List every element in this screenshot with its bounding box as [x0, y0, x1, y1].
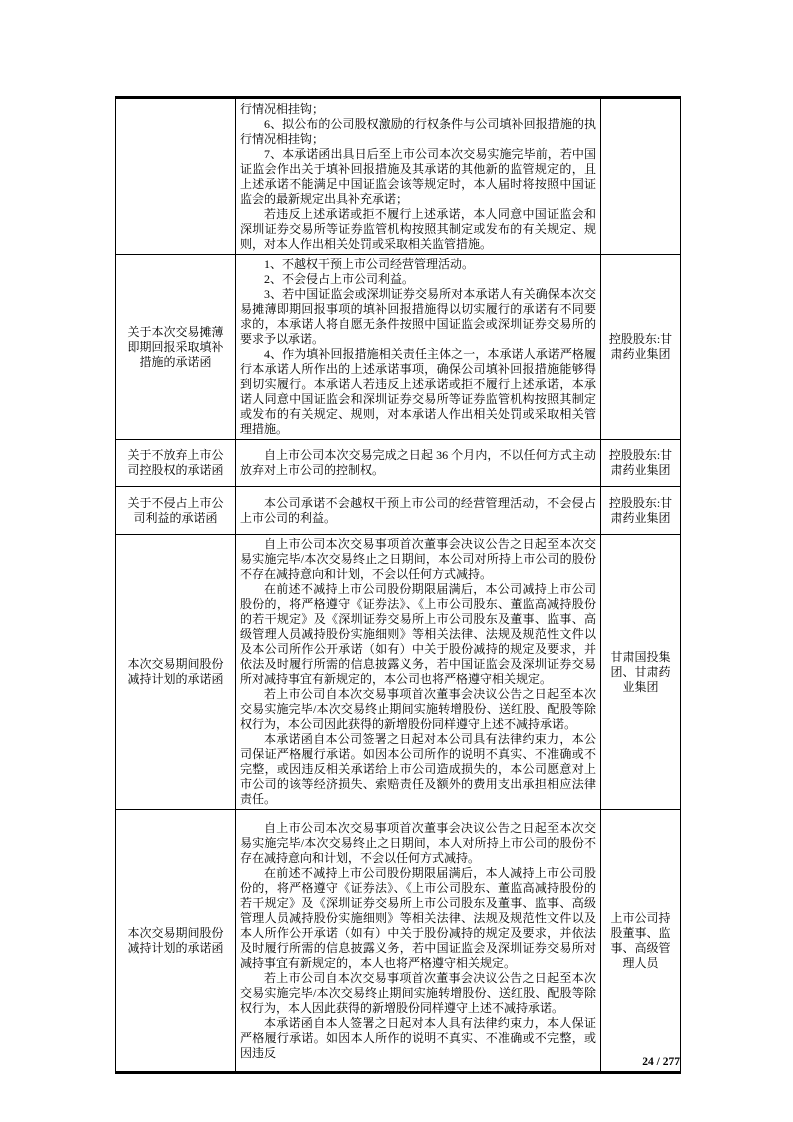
commitment-name-cell: 本次交易期间股份减持计划的承诺函 — [116, 535, 236, 810]
paragraph: 6、拟公布的公司股权激励的行权条件与公司填补回报措施的执行情况相挂钩； — [240, 116, 596, 146]
commitment-content-cell — [236, 535, 601, 810]
paragraph: 行情况相挂钩； — [240, 101, 325, 116]
paragraph: 本公司承诺不会越权干预上市公司的经营管理活动，不会侵占上市公司的利益。 — [240, 495, 596, 525]
commitment-party-cell: 控股股东:甘肃药业集团 — [601, 255, 681, 440]
page-number: 24 / 277 — [642, 1056, 680, 1068]
table-row — [116, 98, 681, 255]
commitment-name-cell: 本次交易期间股份减持计划的承诺函 — [116, 810, 236, 1073]
paragraph: 本承诺函自本公司签署之日起对本公司具有法律约束力，本公司保证严格履行承诺。如因本公司所作的说明不真实、不准确或不完整，或因违反相关承诺给上市公司造成损失的，本公司愿意对上市公司的该等经济损失、索赔责任及额外的费用支出承担相应法律责任。 — [240, 732, 596, 806]
commitment-party-cell: 甘肃国投集团、甘肃药业集团 — [601, 535, 681, 810]
table-row — [116, 535, 681, 810]
commitment-name-cell: 关于本次交易摊薄即期回报采取填补措施的承诺函 — [116, 255, 236, 440]
commitment-content-cell — [236, 487, 601, 535]
table-row — [116, 487, 681, 535]
commitment-content-cell — [236, 810, 601, 1073]
commitment-name-cell: 关于不侵占上市公司利益的承诺函 — [116, 487, 236, 535]
paragraph: 若上市公司自本次交易事项首次董事会决议公告之日起至本次交易实施完毕/本次交易终止期间实施转增股份、送红股、配股等除权行为，本人因此获得的新增股份同样遵守上述不减持承诺。 — [240, 970, 596, 1015]
commitment-party-cell: 上市公司持股董事、监事、高级管理人员 — [601, 810, 681, 1073]
paragraph: 本承诺函自本人签署之日起对本人具有法律约束力，本人保证严格履行承诺。如因本人所作的说明不真实、不准确或不完整，或因违反 — [240, 1015, 596, 1060]
commitment-party-cell: 控股股东:甘肃药业集团 — [601, 487, 681, 535]
table-row — [116, 440, 681, 487]
paragraph: 2、不会侵占上市公司利益。 — [264, 272, 415, 286]
paragraph: 7、本承诺函出具日后至上市公司本次交易实施完毕前，若中国证监会作出关于填补回报措施及其承诺的其他新的监管规定的，且上述承诺不能满足中国证监会该等规定时，本人届时将按照中国证监会的最新规定出具补充承诺； — [240, 146, 596, 206]
paragraph: 若违反上述承诺或拒不履行上述承诺，本人同意中国证监会和深圳证券交易所等证券监管机构按照其制定或发布的有关规定、规则，对本人作出相关处罚或采取相关监管措施。 — [240, 206, 596, 251]
commitment-content-cell — [236, 98, 601, 255]
table-row — [116, 255, 681, 440]
commitment-name-cell — [116, 98, 236, 255]
paragraph: 1、不越权干预上市公司经营管理活动。 — [264, 257, 475, 271]
paragraph: 自上市公司本次交易完成之日起 36 个月内，不以任何方式主动放弃对上市公司的控制权。 — [240, 448, 596, 477]
paragraph: 3、若中国证监会或深圳证券交易所对本承诺人有关确保本次交易摊薄即期回报事项的填补回报措施得以切实履行的承诺有不同要求的，本承诺人将自愿无条件按照中国证监会或深圳证券交易所的要求予以承诺。 — [240, 287, 596, 346]
paragraph: 若上市公司自本次交易事项首次董事会决议公告之日起至本次交易实施完毕/本次交易终止期间实施转增股份、送红股、配股等除权行为，本公司因此获得的新增股份同样遵守上述不减持承诺。 — [240, 687, 596, 731]
commitment-content-cell — [236, 255, 601, 440]
commitment-name-cell: 关于不放弃上市公司控股权的承诺函 — [116, 440, 236, 487]
paragraph: 在前述不减持上市公司股份期限届满后，本人减持上市公司股份的，将严格遵守《证券法》、《上市公司股东、董监高减持股份的若干规定》及《深圳证券交易所上市公司股东及董事、监事、高级管理人员减持股份实施细则》等相关法律、法规及规范性文件以及本人所作公开承诺（如有）中关于股份减持的规定及要求，并依法及时履行所需的信息披露义务，若中国证监会及深圳证券交易所对减持事宜有新规定的，本人也将严格遵守相关规定。 — [240, 865, 596, 970]
commitment-content-cell — [236, 440, 601, 487]
table-row — [116, 810, 681, 1073]
commitment-party-cell — [601, 98, 681, 255]
commitments-table — [115, 96, 681, 1074]
commitment-party-cell: 控股股东:甘肃药业集团 — [601, 440, 681, 487]
paragraph: 4、作为填补回报措施相关责任主体之一，本承诺人承诺严格履行本承诺人所作出的上述承诺事项，确保公司填补回报措施能够得到切实履行。本承诺人若违反上述承诺或拒不履行上述承诺，本承诺人同意中国证监会和深圳证券交易所等证券监管机构按照其制定或发布的有关规定、规则，对本承诺人作出相关处罚或采取相关管理措施。 — [240, 347, 596, 436]
paragraph: 自上市公司本次交易事项首次董事会决议公告之日起至本次交易实施完毕/本次交易终止之日期间，本人对所持上市公司的股份不存在减持意向和计划，不会以任何方式减持。 — [240, 820, 596, 865]
paragraph: 自上市公司本次交易事项首次董事会决议公告之日起至本次交易实施完毕/本次交易终止之日期间，本公司对所持上市公司的股份不存在减持意向和计划，不会以任何方式减持。 — [240, 537, 596, 581]
paragraph: 在前述不减持上市公司股份期限届满后，本公司减持上市公司股份的，将严格遵守《证券法》、《上市公司股东、董监高减持股份的若干规定》及《深圳证券交易所上市公司股东及董事、监事、高级管理人员减持股份实施细则》等相关法律、法规及规范性文件以及本公司所作公开承诺（如有）中关于股份减持的规定及要求，并依法及时履行所需的信息披露义务，若中国证监会及深圳证券交易所对减持事宜有新规定的，本公司也将严格遵守相关规定。 — [240, 582, 596, 686]
